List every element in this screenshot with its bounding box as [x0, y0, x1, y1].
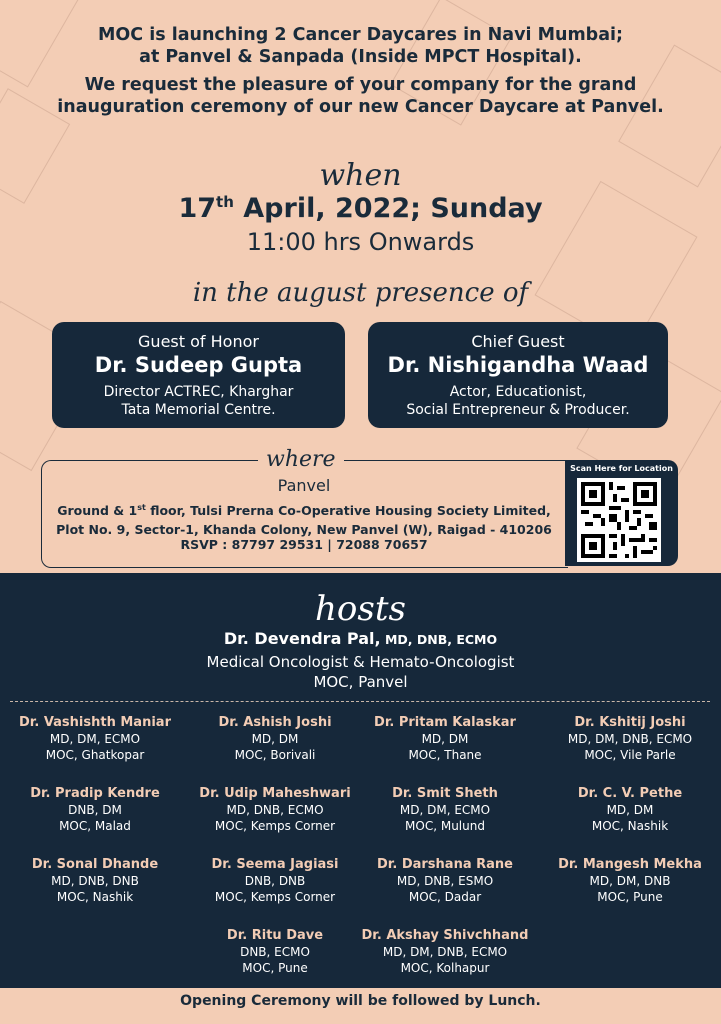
location-qr-code[interactable] — [577, 478, 661, 562]
doctor-card — [360, 785, 530, 834]
doctor-qualification: DNB, DNB — [244, 874, 306, 888]
doctor-qualification: MD, DM — [606, 803, 654, 817]
doctor-name: Dr. Mangesh Mekha — [558, 857, 702, 872]
hosts-section — [0, 573, 721, 1024]
doctor-name: Dr. Darshana Rane — [377, 857, 513, 872]
address-sup: st — [137, 503, 146, 512]
doctor-qualification: MD, DM, DNB, ECMO — [382, 945, 508, 959]
doctor-name: Dr. Pradip Kendre — [30, 786, 160, 801]
presence-heading: in the august presence of — [192, 278, 529, 308]
intro-text — [0, 24, 721, 118]
date-rest: April, 2022; Sunday — [233, 193, 543, 224]
doctor-location: MOC, Nashik — [56, 890, 134, 904]
doctor-card — [545, 856, 715, 905]
doctor-qualification: MD, DM — [251, 732, 299, 746]
address-part: floor, Tulsi Prerna Co-Operative Housing Society Limited, — [145, 503, 551, 519]
doctor-location: MOC, Nashik — [591, 819, 669, 833]
guest-desc-1: Director ACTREC, Kharghar — [103, 384, 294, 400]
doctor-name: Dr. Vashishth Maniar — [19, 715, 171, 730]
doctor-card — [190, 856, 360, 905]
doctor-location: MOC, Vile Parle — [584, 748, 676, 762]
doctor-name: Dr. C. V. Pethe — [577, 786, 683, 801]
doctor-qualification: DNB, DM — [68, 803, 122, 817]
doctor-location: MOC, Ghatkopar — [45, 748, 145, 762]
doctor-qualification: MD, DNB, DNB — [51, 874, 139, 888]
doctor-qualification: MD, DM, ECMO — [49, 732, 141, 746]
section-divider — [10, 701, 710, 702]
doctor-card — [545, 785, 715, 834]
address-part: Ground & 1 — [57, 503, 138, 519]
guest-desc-1: Actor, Educationist, — [449, 384, 587, 400]
guest-desc-2: Social Entrepreneur & Producer. — [406, 402, 630, 418]
where-heading: where — [258, 447, 344, 472]
doctor-name: Dr. Seema Jagiasi — [211, 857, 339, 872]
doctor-name: Dr. Ritu Dave — [226, 928, 324, 943]
doctor-qualification: MD, DM, DNB, ECMO — [567, 732, 693, 746]
address-line-1 — [41, 498, 567, 520]
doctor-qualification: MD, DNB, ESMO — [396, 874, 494, 888]
event-date — [0, 193, 721, 224]
date-day: 17 — [178, 193, 217, 224]
qr-label: Scan Here for Location — [570, 464, 673, 473]
qr-panel — [565, 460, 678, 566]
guest-role: Chief Guest — [471, 332, 565, 351]
doctor-name: Dr. Sonal Dhande — [31, 857, 159, 872]
when-heading: when — [319, 158, 402, 193]
doctor-qualification: MD, DM — [421, 732, 469, 746]
venue-address — [41, 498, 567, 539]
doctor-name: Dr. Ashish Joshi — [218, 715, 332, 730]
doctor-card — [10, 785, 180, 834]
main-host-role: Medical Oncologist & Hemato-Oncologist — [206, 653, 515, 671]
event-time: 11:00 hrs Onwards — [246, 228, 475, 256]
doctor-card — [190, 927, 360, 976]
doctor-location: MOC, Kemps Corner — [214, 819, 336, 833]
doctor-location: MOC, Borivali — [234, 748, 316, 762]
main-host-location: MOC, Panvel — [313, 673, 408, 691]
intro-line-4: inauguration ceremony of our new Cancer Daycare at Panvel. — [57, 97, 664, 117]
doctor-name: Dr. Kshitij Joshi — [574, 715, 686, 730]
main-host-name: Dr. Devendra Pal, — [223, 629, 381, 648]
doctor-card — [190, 785, 360, 834]
hosts-heading: hosts — [315, 589, 406, 629]
guest-name: Dr. Sudeep Gupta — [94, 353, 303, 377]
doctor-card — [10, 714, 180, 763]
guest-name: Dr. Nishigandha Waad — [387, 353, 649, 377]
doctor-location: MOC, Malad — [59, 819, 131, 833]
doctor-name: Dr. Smit Sheth — [392, 786, 498, 801]
doctor-name: Dr. Akshay Shivchhand — [361, 928, 529, 943]
doctor-card — [190, 714, 360, 763]
doctor-location: MOC, Pune — [242, 961, 308, 975]
doctor-location: MOC, Kolhapur — [400, 961, 490, 975]
doctor-location: MOC, Mulund — [405, 819, 485, 833]
venue-name: Panvel — [277, 476, 331, 495]
doctor-name: Dr. Udip Maheshwari — [199, 786, 351, 801]
footer-note: Opening Ceremony will be followed by Lunch. — [0, 988, 721, 1024]
doctor-card — [10, 856, 180, 905]
doctor-location: MOC, Pune — [597, 890, 663, 904]
guest-of-honor-card — [52, 322, 345, 428]
intro-line-1: MOC is launching 2 Cancer Daycares in Navi Mumbai; — [97, 25, 624, 45]
doctor-card — [360, 856, 530, 905]
guest-desc-2: Tata Memorial Centre. — [121, 402, 276, 418]
doctor-name: Dr. Pritam Kalaskar — [374, 715, 516, 730]
doctor-location: MOC, Kemps Corner — [214, 890, 336, 904]
doctor-location: MOC, Thane — [408, 748, 482, 762]
rsvp-numbers: RSVP : 87797 29531 | 72088 70657 — [180, 537, 428, 552]
intro-line-2: at Panvel & Sanpada (Inside MPCT Hospital). — [139, 47, 582, 67]
guest-role: Guest of Honor — [138, 332, 259, 351]
doctor-card — [545, 714, 715, 763]
doctor-qualification: MD, DNB, ECMO — [226, 803, 324, 817]
chief-guest-card — [368, 322, 668, 428]
main-host-credentials: MD, DNB, ECMO — [380, 632, 498, 647]
intro-line-3: We request the pleasure of your company for the grand — [84, 75, 637, 95]
doctor-qualification: DNB, ECMO — [240, 945, 310, 959]
doctor-qualification: MD, DM, DNB — [589, 874, 671, 888]
date-suffix: th — [216, 193, 234, 211]
main-host — [0, 629, 721, 648]
doctor-card — [360, 927, 530, 976]
doctor-card — [360, 714, 530, 763]
doctor-location: MOC, Dadar — [408, 890, 482, 904]
doctor-qualification: MD, DM, ECMO — [399, 803, 491, 817]
address-line-2: Plot No. 9, Sector-1, Khanda Colony, New Panvel (W), Raigad - 410206 — [56, 522, 552, 538]
qr-code-icon — [577, 478, 661, 562]
